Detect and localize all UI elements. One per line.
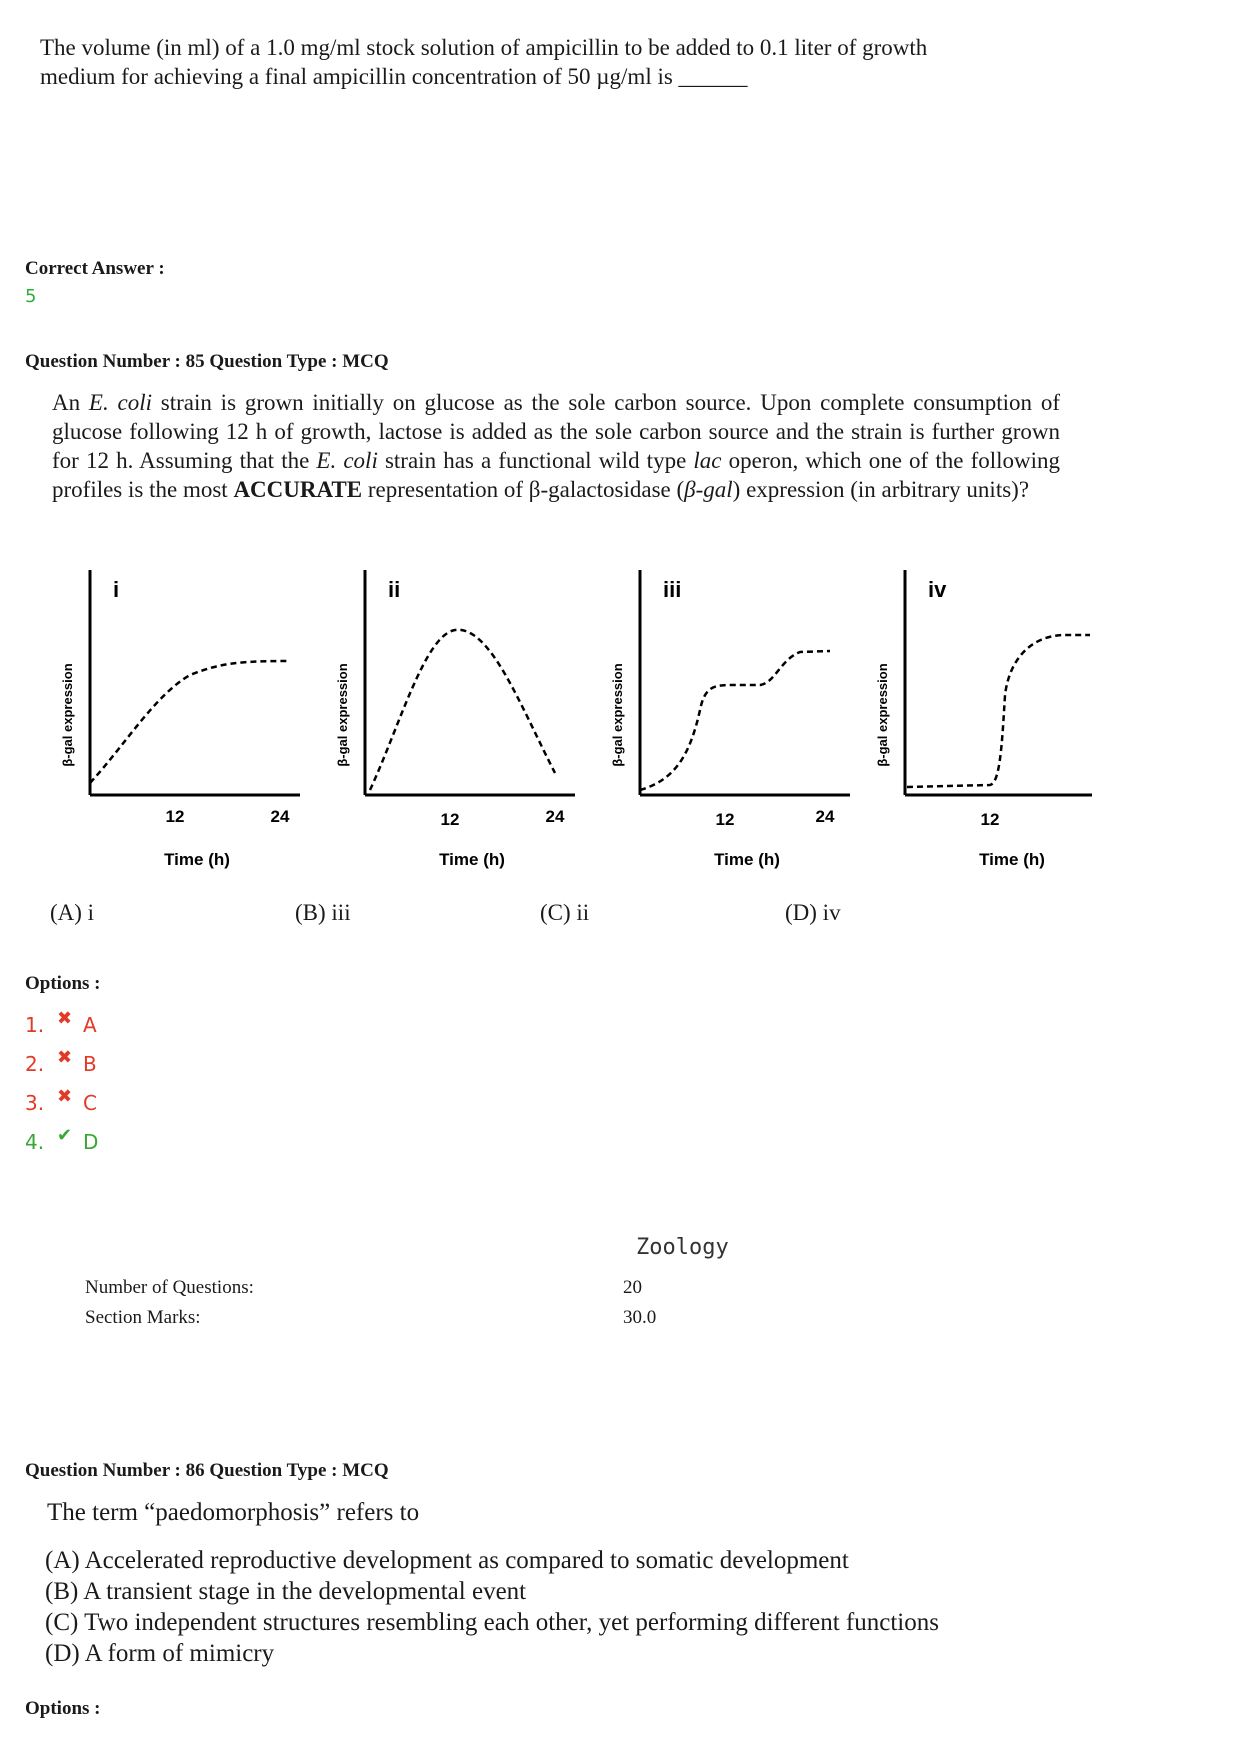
tick-24: 24	[815, 807, 835, 826]
curve	[640, 651, 830, 790]
option-text: C	[83, 1090, 97, 1115]
y-axis-label: β-gal expression	[610, 663, 625, 767]
q86-choices	[45, 1545, 939, 1669]
option-1[interactable]	[25, 1005, 98, 1044]
graph-ii	[330, 565, 580, 885]
q86-choice-c: (C) Two independent structures resembling each other, yet performing different functions	[45, 1609, 939, 1636]
y-axis-label: β-gal expression	[875, 663, 890, 767]
tick-12: 12	[165, 807, 185, 826]
q85-choice-b: (B) iii	[295, 900, 351, 925]
q85-stem-italic: β-gal	[684, 477, 733, 502]
check-icon: ✔	[57, 1125, 73, 1146]
q86-stem: The term “paedomorphosis” refers to	[47, 1499, 420, 1526]
curve	[90, 661, 290, 783]
cross-icon: ✖	[57, 1086, 73, 1107]
graph-ii-svg	[330, 565, 580, 885]
q85-choice-c: (C) ii	[540, 900, 590, 925]
graph-iv	[870, 565, 1120, 885]
q85-stem-part: ) expression (in arbitrary units)?	[732, 477, 1030, 502]
section-title: Zoology	[636, 1235, 729, 1260]
q85-options-list	[25, 1005, 98, 1161]
graph-i-svg	[55, 565, 305, 885]
graph-label: i	[113, 577, 120, 602]
option-number: 1.	[25, 1012, 45, 1037]
cross-icon: ✖	[57, 1047, 73, 1068]
q86-choice-b: (B) A transient stage in the developmental event	[45, 1578, 527, 1605]
cross-icon: ✖	[57, 1008, 73, 1029]
graph-label: iii	[663, 577, 682, 602]
q85-header: Question Number : 85 Question Type : MCQ	[25, 351, 389, 372]
option-number: 3.	[25, 1090, 45, 1115]
tick-12: 12	[440, 810, 460, 829]
curve	[907, 635, 1090, 787]
q85-stem-part: An	[52, 390, 89, 415]
graph-iv-svg	[870, 565, 1120, 885]
tick-24: 24	[545, 807, 565, 826]
option-number: 4.	[25, 1129, 45, 1154]
option-4[interactable]	[25, 1122, 98, 1161]
q84-text-line2: medium for achieving a final ampicillin concentration of 50 µg/ml is ______	[40, 64, 748, 89]
section-marks-label: Section Marks:	[85, 1307, 201, 1328]
q85-stem-italic: E. coli	[88, 390, 152, 415]
graph-label: ii	[388, 577, 401, 602]
q85-stem-part: strain is grown initially on glucose as the sole carbon source. Upon complete consumption of glucose following 12 h of growth, lactose is added as the sole carbon source and the strain is further grown for 12 h. Assuming that the	[52, 390, 1060, 473]
graph-i	[55, 565, 305, 885]
x-axis-label: Time (h)	[979, 850, 1045, 869]
q86-choice-a: (A) Accelerated reproductive development as compared to somatic development	[45, 1547, 849, 1574]
y-axis-label: β-gal expression	[335, 663, 350, 767]
q85-stem-italic: lac	[693, 448, 722, 473]
correct-answer-value: 5	[25, 286, 37, 307]
correct-answer-label: Correct Answer :	[25, 258, 165, 279]
q86-choice-d: (D) A form of mimicry	[45, 1640, 275, 1667]
option-text: D	[83, 1129, 99, 1154]
q86-header: Question Number : 86 Question Type : MCQ	[25, 1460, 389, 1481]
curve	[370, 630, 555, 790]
option-number: 2.	[25, 1051, 45, 1076]
option-3[interactable]	[25, 1083, 98, 1122]
option-text: A	[83, 1012, 97, 1037]
x-axis-label: Time (h)	[164, 850, 230, 869]
q85-stem-italic: E. coli	[316, 448, 378, 473]
num-questions-value: 20	[623, 1277, 642, 1298]
q85-stem-bold: ACCURATE	[233, 477, 363, 502]
y-axis-label: β-gal expression	[60, 663, 75, 767]
x-axis-label: Time (h)	[439, 850, 505, 869]
q84-text	[40, 33, 1050, 91]
q85-stem	[52, 388, 1060, 504]
q84-text-line1: The volume (in ml) of a 1.0 mg/ml stock solution of ampicillin to be added to 0.1 liter of growth	[40, 35, 928, 60]
q85-stem-part: operon, which one of the following profiles is the most	[52, 448, 1061, 502]
num-questions-label: Number of Questions:	[85, 1277, 254, 1298]
q86-options-label: Options :	[25, 1698, 101, 1719]
tick-12: 12	[715, 810, 735, 829]
q85-choice-d: (D) iv	[785, 900, 841, 925]
tick-12: 12	[980, 810, 1000, 829]
q85-stem-part: representation of β-galactosidase (	[362, 477, 685, 502]
graph-iii	[605, 565, 855, 885]
graph-label: iv	[928, 577, 947, 602]
tick-24: 24	[270, 807, 290, 826]
q85-choice-a: (A) i	[50, 900, 95, 925]
section-marks-value: 30.0	[623, 1307, 657, 1328]
option-2[interactable]	[25, 1044, 98, 1083]
q85-options-label: Options :	[25, 973, 101, 994]
graph-iii-svg	[605, 565, 855, 885]
q85-stem-part: strain has a functional wild type	[377, 448, 694, 473]
x-axis-label: Time (h)	[714, 850, 780, 869]
option-text: B	[83, 1051, 97, 1076]
